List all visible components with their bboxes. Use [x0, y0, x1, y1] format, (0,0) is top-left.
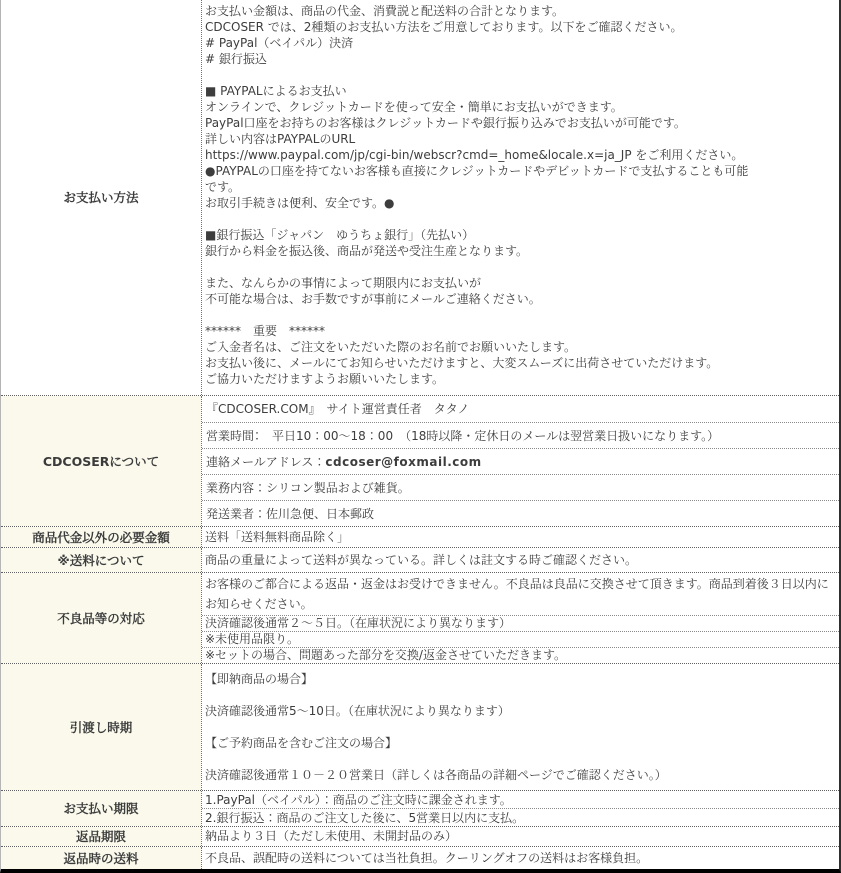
text-line: ※セットの場合、問題あった部分を交換/返金させていただきます。 — [205, 648, 567, 662]
row-content-return-deadline — [201, 827, 839, 846]
text-line: 業務内容：シリコン製品および雑貨。 — [206, 480, 410, 495]
row-extra-fees — [1, 526, 839, 547]
text-line: https://www.paypal.com/jp/cgi-bin/webscr?cmd=_home&locale.x=ja_JP をご利用ください。 — [205, 148, 744, 162]
row-content-extra-fees — [201, 527, 839, 547]
text-line: お取引手続きは便利、安全です。● — [205, 196, 395, 210]
row-payment-method — [1, 0, 839, 395]
text-line: お客様のご都合による返品・返金はお受けできません。不良品は良品に交換させて頂きます。商品到着後３日以内にお知らせください。 — [205, 577, 829, 611]
text-line: また、なんらかの事情によって期限内にお支払いが — [205, 276, 482, 290]
text-line: 【ご予約商品を含むご注文の場合】 — [205, 736, 398, 750]
row-content-payment-method — [201, 0, 839, 395]
about-cdcoser-cell-2 — [202, 448, 839, 474]
text-line — [205, 211, 836, 227]
row-content-shipping-note — [201, 548, 839, 572]
row-label-extra-fees: 商品代金以外の必要金額 — [1, 527, 201, 547]
text-line: ご協力いただけますようお願いいたします。 — [205, 372, 445, 386]
text-line: # PayPal（ベイパル）決済 — [205, 36, 354, 50]
text-line: お支払い後に、メールにてお知らせいただけますと、大変スムーズに出荷させていただけます。 — [205, 356, 719, 370]
return-shipping-cell-0 — [202, 847, 839, 869]
about-cdcoser-cell-3 — [202, 474, 839, 500]
text-line: 納品より３日（ただし未使用、未開封品のみ） — [205, 829, 458, 843]
contact-email-address: cdcoser@foxmail.com — [325, 454, 482, 469]
text-line: 『CDCOSER.COM』 サイト運営責任者 タタノ — [206, 402, 470, 416]
text-line: オンラインで、クレジットカードを使って安全・簡単にお支払いができます。 — [205, 100, 623, 114]
text-line: です。 — [205, 180, 241, 194]
row-label-delivery-time: 引渡し時期 — [1, 664, 201, 790]
payment-deadline-cell-0 — [202, 791, 839, 808]
text-line: お支払い金額は、商品の代金、消費説と配送料の合計となります。 — [205, 4, 565, 18]
row-label-payment-method: お支払い方法 — [1, 0, 201, 395]
row-return-shipping — [1, 846, 839, 869]
text-line: 【即納商品の場合】 — [205, 672, 314, 686]
about-cdcoser-cell-4 — [202, 500, 839, 526]
text-line: 発送業者：佐川急便、日本郵政 — [206, 506, 375, 521]
row-label-return-deadline: 返品期限 — [1, 827, 201, 846]
contact-email-label: 連絡メールアドレス： — [206, 454, 326, 469]
text-line — [205, 751, 836, 767]
row-payment-deadline — [1, 790, 839, 826]
extra-fees-cell-0 — [202, 527, 839, 547]
row-content-defective-items — [201, 573, 839, 663]
row-shipping-note — [1, 547, 839, 572]
row-content-delivery-time — [201, 664, 839, 790]
text-line: 送料「送料無料商品除く」 — [205, 530, 350, 544]
text-line — [205, 259, 836, 275]
text-line: ■ PAYPALによるお支払い — [205, 84, 347, 98]
payment-deadline-cell-1 — [202, 808, 839, 826]
row-label-defective-items: 不良品等の対応 — [1, 573, 201, 663]
delivery-time-cell-0 — [202, 664, 839, 790]
text-line: 2.銀行振込：商品のご注文した後に、5営業日以内に支払。 — [205, 811, 525, 825]
text-line — [205, 719, 836, 735]
text-line: 不良品、誤配時の送料については当社負担。クーリングオフの送料はお客様負担。 — [205, 851, 649, 865]
text-line: 決済確認後通常２～５日。（在庫状況により異なります） — [205, 616, 512, 630]
row-content-about-cdcoser — [201, 396, 839, 526]
row-label-about-cdcoser: CDCOSERについて — [1, 396, 201, 526]
about-cdcoser-cell-1 — [202, 422, 839, 448]
about-cdcoser-cell-0 — [202, 396, 839, 422]
defective-items-cell-1 — [202, 615, 839, 631]
text-line: ■銀行振込「ジャパン ゆうちょ銀行」（先払い） — [205, 228, 475, 242]
row-delivery-time — [1, 663, 839, 790]
shipping-note-cell-0 — [202, 548, 839, 572]
text-line: 商品の重量によって送料が異なっている。詳しくは註文する時ご確認ください。 — [205, 553, 638, 567]
text-line: 詳しい内容はPAYPALのURL — [205, 132, 356, 146]
defective-items-cell-3 — [202, 647, 839, 663]
text-line: 不可能な場合は、お手数ですが事前にメールご連絡ください。 — [205, 292, 541, 306]
defective-items-cell-2 — [202, 631, 839, 647]
row-label-shipping-note: ※送料について — [1, 548, 201, 572]
text-line: 銀行から料金を振込後、商品が発送や受注生産となります。 — [205, 244, 529, 258]
payment-method-cell-0 — [202, 0, 839, 395]
text-line: CDCOSER では、2種類のお支払い方法をご用意しております。以下をご確認ください。 — [205, 20, 683, 34]
return-deadline-cell-0 — [202, 827, 839, 845]
row-content-payment-deadline — [201, 791, 839, 826]
text-line — [205, 307, 836, 323]
row-about-cdcoser — [1, 395, 839, 526]
text-line: 営業時間： 平日10：00～18：00 （18時以降・定休日のメールは翌営業日扱いになります。） — [206, 428, 720, 443]
text-line: 決済確認後通常5～10日。（在庫状況により異なります） — [205, 704, 510, 718]
text-line — [205, 687, 836, 703]
row-defective-items — [1, 572, 839, 663]
row-return-deadline — [1, 826, 839, 846]
row-label-return-shipping: 返品時の送料 — [1, 847, 201, 869]
row-content-return-shipping — [201, 847, 839, 869]
text-line: ****** 重要 ****** — [205, 324, 326, 338]
text-line: ご入金者名は、ご注文をいただいた際のお名前でお願いいたします。 — [205, 340, 577, 354]
text-line: PayPal口座をお持ちのお客様はクレジットカードや銀行振り込みでお支払いが可能です。 — [205, 116, 686, 130]
text-line: # 銀行振込 — [205, 52, 267, 66]
text-line — [205, 67, 836, 83]
text-line: 決済確認後通常１０－２０営業日（詳しくは各商品の詳細ページでご確認ください。） — [205, 768, 667, 782]
text-line: 1.PayPal（ベイパル）：商品のご注文時に課金されます。 — [205, 793, 512, 807]
text-line: ●PAYPALの口座を持てないお客様も直接にクレジットカードやデビットカードで支払することも可能 — [205, 164, 749, 178]
row-label-payment-deadline: お支払い期限 — [1, 791, 201, 826]
text-line: ※未使用品限り。 — [205, 632, 300, 646]
defective-items-cell-0 — [202, 573, 839, 615]
